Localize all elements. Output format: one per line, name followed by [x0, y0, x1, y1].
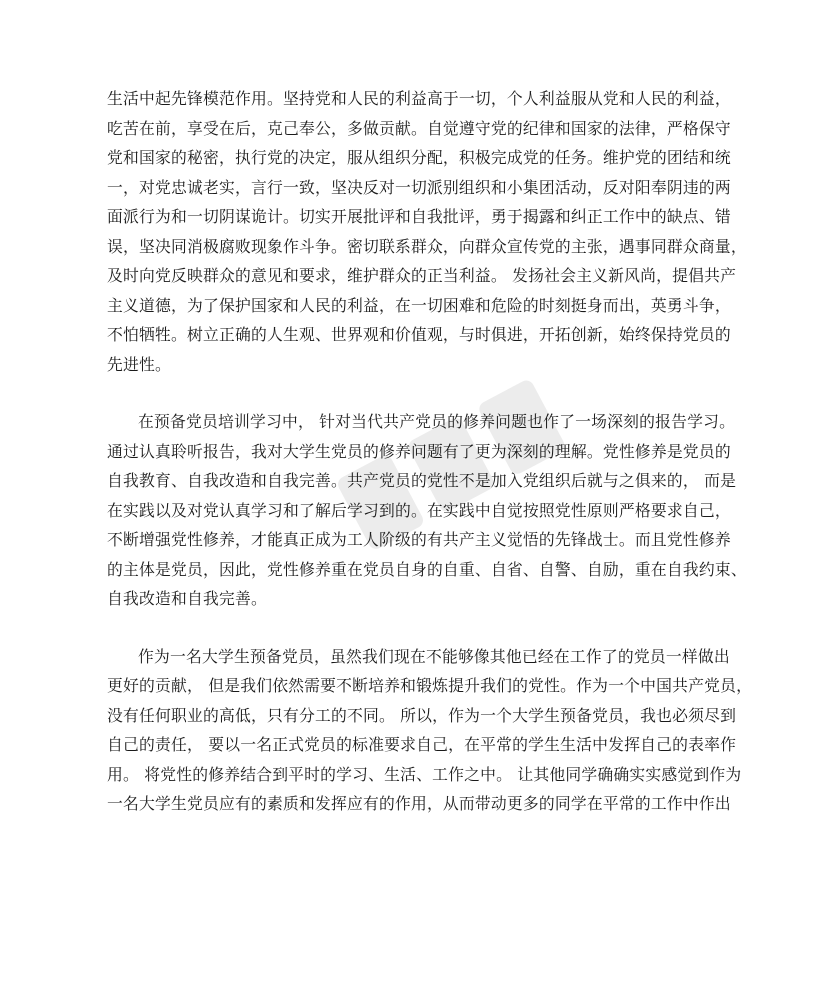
text-line: 先进性。 [107, 354, 171, 374]
text-line: 误，坚决同消极腐败现象作斗争。密切联系群众，向群众宣传党的主张，遇事同群众商量， [107, 236, 747, 256]
text-line: 不怕牺牲。树立正确的人生观、世界观和价值观，与时俱进，开拓创新，始终保持党员的 [107, 325, 731, 344]
text-line: 自己的责任， 要以一名正式党员的标准要求自己，在平常的学生生活中发挥自己的表率作 [107, 735, 737, 754]
text-line: 一名大学生党员应有的素质和发挥应有的作用，从而带动更多的同学在平常的工作中作出 [107, 794, 731, 813]
paragraph-3 [107, 642, 753, 819]
paragraph-1 [107, 84, 747, 379]
text-line: 的主体是党员，因此，党性修养重在党员自身的自重、自省、自警、自励，重在自我约束、 [107, 559, 747, 579]
text-line: 在预备党员培训学习中， 针对当代共产党员的修养问题也作了一场深刻的报告学习。 [138, 412, 736, 431]
text-line: 在实践以及对党认真学习和了解后学习到的。在实践中自觉按照党性原则严格要求自己， [107, 500, 731, 520]
text-line: 用。 将党性的修养结合到平时的学习、生活、工作之中。 让其他同学确确实实感觉到作为 [107, 764, 742, 784]
text-line: 吃苦在前，享受在后，克己奉公，多做贡献。自觉遵守党的纪律和国家的法律，严格保守 [107, 118, 731, 138]
text-line: 主义道德，为了保护国家和人民的利益，在一切困难和危险的时刻挺身而出，英勇斗争， [107, 295, 731, 315]
text-line: 及时向党反映群众的意见和要求，维护群众的正当利益。 发扬社会主义新风尚，提倡共产 [107, 266, 737, 285]
text-line: 作为一名大学生预备党员，虽然我们现在不能够像其他已经在工作了的党员一样做出 [138, 646, 730, 666]
text-line: 面派行为和一切阴谋诡计。切实开展批评和自我批评，勇于揭露和纠正工作中的缺点、错 [107, 207, 731, 226]
text-line: 不断增强党性修养，才能真正成为工人阶级的有共产主义觉悟的先锋战士。而且党性修养 [107, 530, 731, 549]
text-line: 一，对党忠诚老实，言行一致，坚决反对一切派别组织和小集团活动，反对阳奉阴违的两 [107, 177, 731, 197]
text-line: 更好的贡献， 但是我们依然需要不断培养和锻炼提升我们的党性。作为一个中国共产党员， [107, 676, 753, 695]
text-line: 没有任何职业的高低，只有分工的不同。 所以，作为一个大学生预备党员，我也必须尽到 [107, 705, 737, 725]
text-line: 自我改造和自我完善。 [107, 589, 267, 608]
text-line: 通过认真聆听报告，我对大学生党员的修养问题有了更为深刻的理解。党性修养是党员的 [107, 441, 731, 461]
text-line: 党和国家的秘密，执行党的决定，服从组织分配，积极完成党的任务。维护党的团结和统 [107, 148, 731, 167]
paragraph-2 [107, 407, 747, 614]
text-line: 自我教育、自我改造和自我完善。共产党员的党性不是加入党组织后就与之俱来的， 而是 [107, 471, 737, 490]
document-body [107, 84, 753, 819]
text-line: 生活中起先锋模范作用。坚持党和人民的利益高于一切，个人利益服从党和人民的利益， [107, 89, 731, 108]
